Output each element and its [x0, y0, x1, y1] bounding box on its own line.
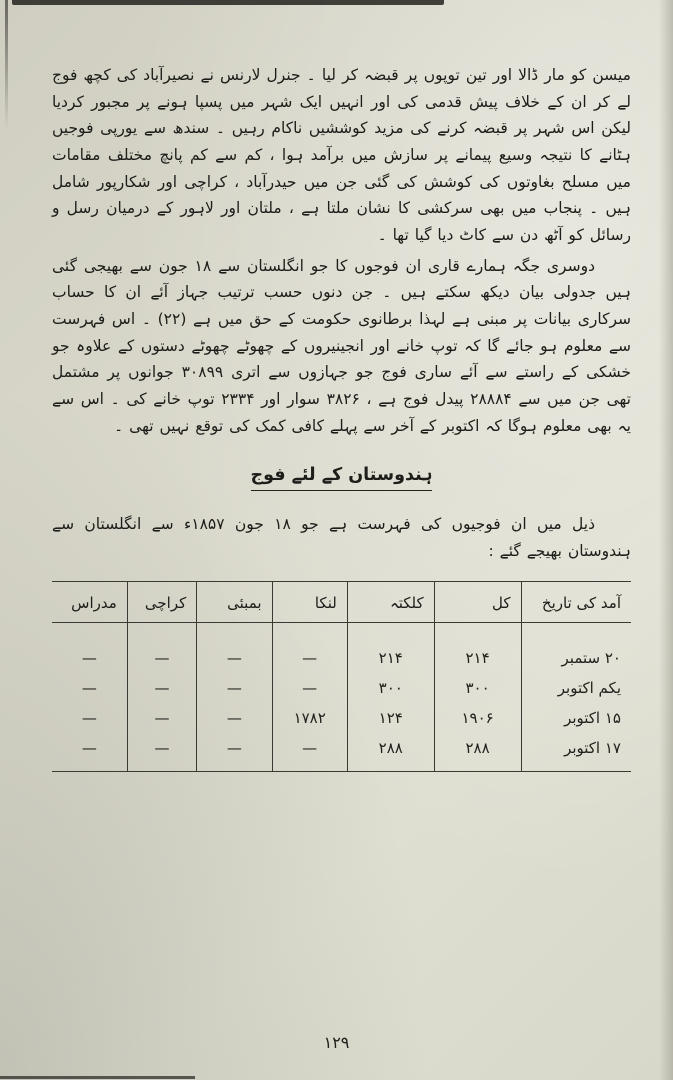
section-heading-text: ہندوستان کے لئے فوج — [251, 465, 433, 491]
troop-count-cell: — — [197, 703, 272, 733]
troops-table-body — [52, 622, 631, 771]
troop-count-cell: — — [127, 622, 196, 673]
paragraph-2: دوسری جگہ ہمارے قاری ان فوجوں کا جو انگلستان سے ۱۸ جون سے بھیجی گئی ہیں جدولی بیان دیکھ سکتے ہیں ۔ جن دنوں حسب ترتیب جہاز آئے ان کا حساب سرکاری بیانات پر مبنی ہے لہذا برطانوی حکومت کے حق میں ہے (۲۲) ۔ اس فہرست سے معلوم ہو جائے گا کہ توپ خانے اور انجینیروں کے چھوٹے چھوٹے دستوں کے علاوہ جو خشکی کے راستے سے آئے ساری فوج جو جہازوں سے اتری ۳۰۸۹۹ جوانوں پر مشتمل تھی جن میں سے ۲۸۸۸۴ پیدل فوج ہے ، ۳۸۲۶ سوار اور ۲۳۳۴ توپ خانے کی ۔ اس سے یہ بھی معلوم ہوگا کہ اکتوبر کے آخر سے پہلے کافی کمک کی توقع نہیں تھی ۔ — [52, 256, 632, 435]
table-row — [52, 622, 631, 673]
troop-count-cell: ۳۰۰ — [347, 673, 434, 703]
troop-count-cell: — — [81, 648, 97, 667]
troop-count-cell: — — [127, 733, 196, 772]
arrival-date-cell: ۱۵ اکتوبر — [521, 703, 631, 733]
troop-count-cell: ۱۲۴ — [347, 703, 434, 733]
column-header-2: کلکتہ — [347, 581, 434, 622]
scan-edge-bottom — [0, 1076, 195, 1079]
column-header-0: آمد کی تاریخ — [521, 581, 631, 622]
troop-count-cell: — — [127, 703, 196, 733]
paragraph-1: میسن کو مار ڈالا اور تین توپوں پر قبضہ کر لیا ۔ جنرل لارنس نے نصیرآباد کی کچھ فوج لے کر ان کے خلاف پیش قدمی کی اور انہیں ایک شہر میں پسپا ہونے پر مجبور کردیا لیکن اس شہر پر قبضہ کرنے کی مزید کوششیں ناکام رہیں ۔ سندھ سے یورپی فوجیں ہٹانے کا نتیجہ وسیع پیمانے پر سازش میں برآمد ہوا ، کم سے کم پانچ مختلف مقامات میں مسلح بغاوتوں کی کوشش کی گئی جن میں حیدرآباد ، کراچی اور شکارپور شامل ہیں ۔ پنجاب میں بھی سرکشی کا نشان ملتا ہے ، ملتان اور لاہور کے درمیان رسل و رسائل کو آٹھ دن سے کاٹ دیا گیا تھا ۔ — [52, 66, 631, 244]
troop-count-cell: — — [127, 673, 196, 703]
troops-table — [52, 581, 631, 772]
table-row — [52, 733, 631, 772]
troop-count-cell: — — [197, 673, 272, 703]
troop-count-cell: ۲۸۸ — [347, 733, 434, 772]
page-number: ۱۲۹ — [323, 1033, 350, 1052]
troop-count-cell: — — [81, 738, 97, 757]
arrival-date-cell: یکم اکتوبر — [521, 673, 631, 703]
troop-count-cell: — — [81, 708, 97, 727]
table-row — [52, 703, 631, 733]
troop-count-cell: ۱۹۰۶ — [434, 703, 521, 733]
troop-count-cell: ۱۷۸۲ — [272, 703, 347, 733]
column-header-5: کراچی — [127, 581, 196, 622]
table-intro: ذیل میں ان فوجیوں کی فہرست ہے جو ۱۸ جون ۱۸۵۷ء سے انگلستان سے ہندوستان بھیجے گئے : — [52, 515, 631, 560]
troop-count-cell: — — [272, 622, 347, 673]
header-row — [52, 581, 631, 622]
column-header-3: لنکا — [272, 581, 347, 622]
troop-count-cell: ۲۱۴ — [434, 622, 521, 673]
section-heading — [52, 465, 631, 491]
arrival-date-cell: ۲۰ ستمبر — [521, 622, 631, 673]
arrival-date-cell: ۱۷ اکتوبر — [521, 733, 631, 772]
scan-edge-top — [12, 0, 444, 5]
troop-count-cell: — — [197, 622, 272, 673]
troop-count-cell: ۳۰۰ — [434, 673, 521, 703]
table-row — [52, 673, 631, 703]
troop-count-cell: — — [272, 733, 347, 772]
troops-table-head — [52, 581, 631, 622]
troop-count-cell: — — [81, 678, 97, 697]
scan-shadow-right — [659, 0, 673, 1080]
column-header-4: بمبئی — [197, 581, 272, 622]
troop-count-cell: ۲۱۴ — [347, 622, 434, 673]
troop-count-cell: — — [272, 673, 347, 703]
column-header-6: مدراس — [52, 581, 127, 622]
troop-count-cell: ۲۸۸ — [434, 733, 521, 772]
column-header-1: کل — [434, 581, 521, 622]
scan-edge-left — [5, 0, 8, 130]
troop-count-cell: — — [197, 733, 272, 772]
